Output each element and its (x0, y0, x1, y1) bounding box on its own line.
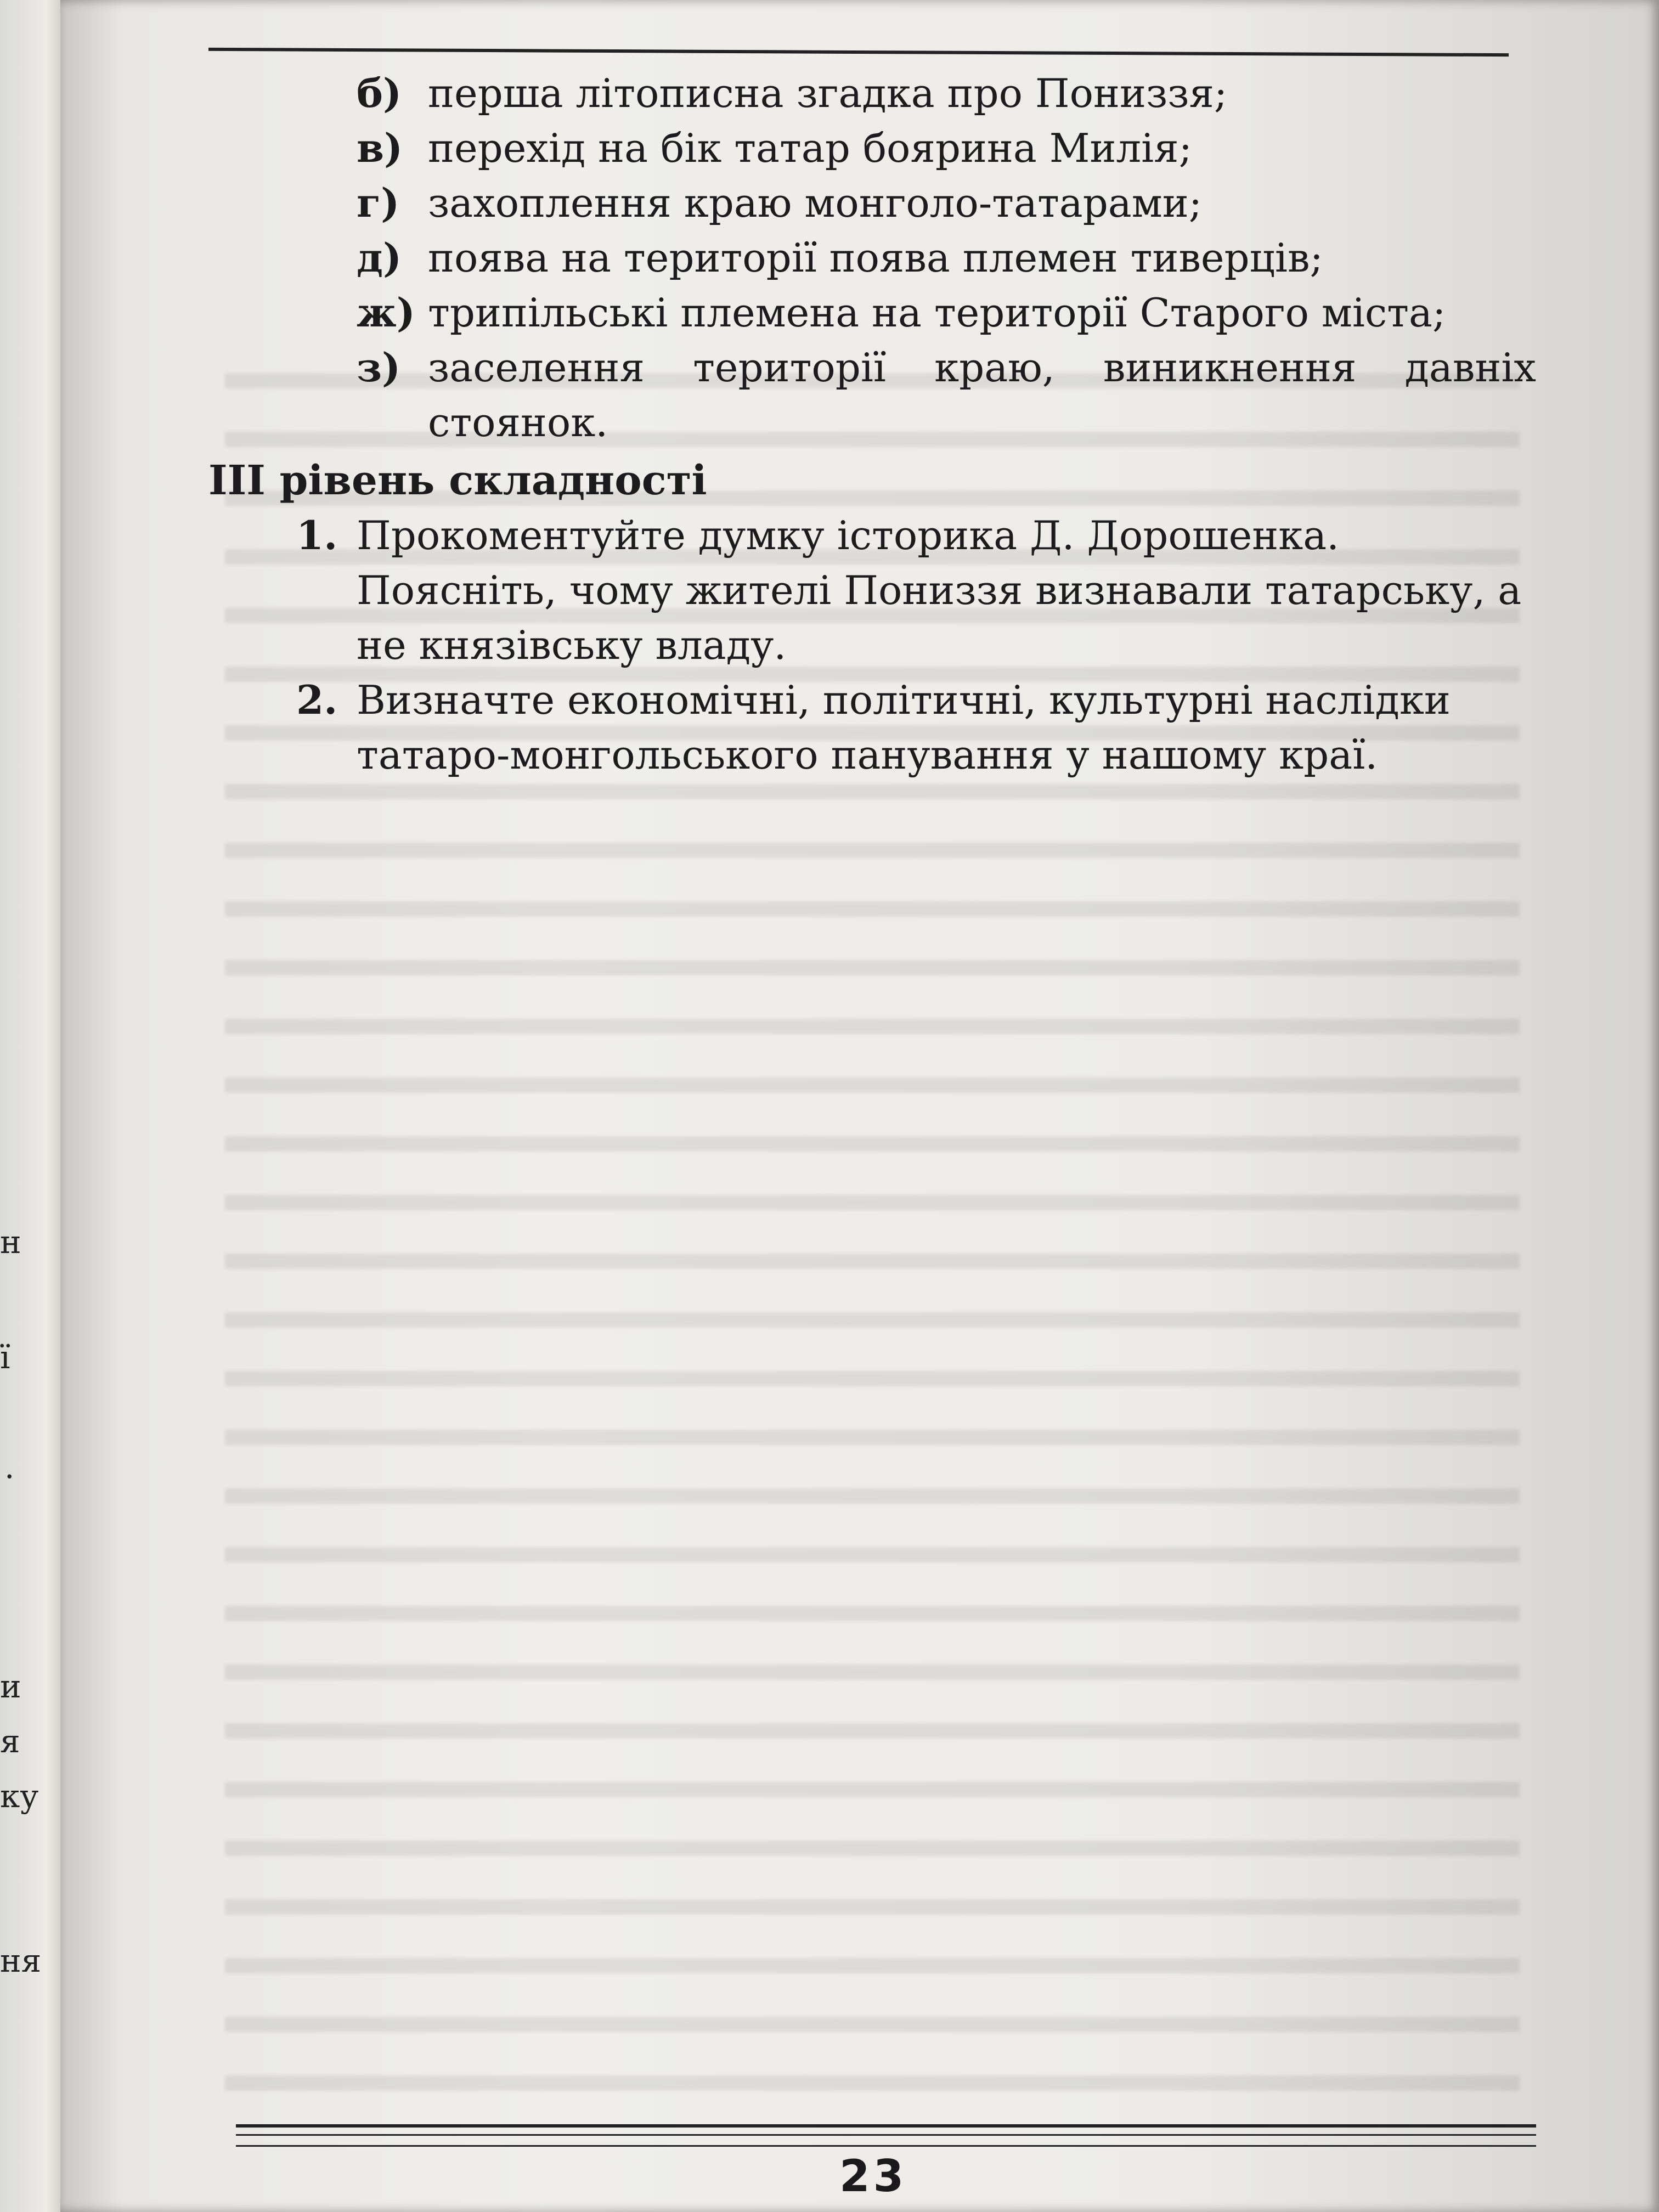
task-item (208, 508, 1536, 673)
left-page-fragment: ку (0, 1778, 39, 1815)
task-text: Прокоментуйте думку історика Д. Дорошенка. Поясніть, чому жителі Пониззя визнавали татарську, а не князівську владу. (357, 512, 1522, 668)
bottom-rule-thin (236, 2145, 1536, 2147)
task-number: 1. (296, 512, 338, 558)
option-item (208, 285, 1536, 340)
top-rule (208, 48, 1509, 57)
task-item (208, 673, 1536, 782)
option-letter: з) (357, 344, 401, 391)
option-item (208, 176, 1536, 230)
option-letter: ж) (357, 289, 415, 336)
task-text: Визначте економічні, політичні, культурні наслідки татаро-монгольського панування у нашому краї. (357, 677, 1451, 778)
left-page-fragment: н (0, 1223, 21, 1261)
section-heading: III рівень складності (208, 457, 707, 504)
bottom-rule-thin (236, 2134, 1536, 2136)
option-item (208, 340, 1536, 450)
left-page-fragment: ї (0, 1339, 10, 1376)
option-letter: г) (357, 179, 400, 226)
left-page-fragment: . (4, 1448, 15, 1486)
option-letter: в) (357, 125, 403, 171)
left-page-fragment: ня (0, 1942, 42, 1979)
bottom-rule (236, 2124, 1536, 2128)
option-text: захоплення краю монголо-татарами; (428, 180, 1202, 226)
option-item (208, 230, 1536, 285)
option-text: трипільські племена на території Старого міста; (428, 290, 1446, 336)
left-page-fragment: и (0, 1668, 21, 1705)
option-item (208, 66, 1536, 121)
option-text: перша літописна згадка про Пониззя; (428, 70, 1228, 116)
option-text: заселення території краю, виникнення давніх стоянок. (428, 345, 1536, 445)
option-letter: б) (357, 70, 402, 116)
option-item (208, 121, 1536, 176)
left-page-fragment: я (0, 1723, 20, 1760)
option-text: поява на території поява племен тиверців; (428, 235, 1323, 281)
page-content (208, 66, 1536, 782)
page-number: 23 (839, 2151, 907, 2202)
option-text: перехід на бік татар боярина Милія; (428, 125, 1192, 171)
option-letter: д) (357, 234, 402, 281)
previous-page-edge (0, 0, 66, 2212)
task-number: 2. (296, 676, 338, 723)
book-page (60, 0, 1659, 2212)
